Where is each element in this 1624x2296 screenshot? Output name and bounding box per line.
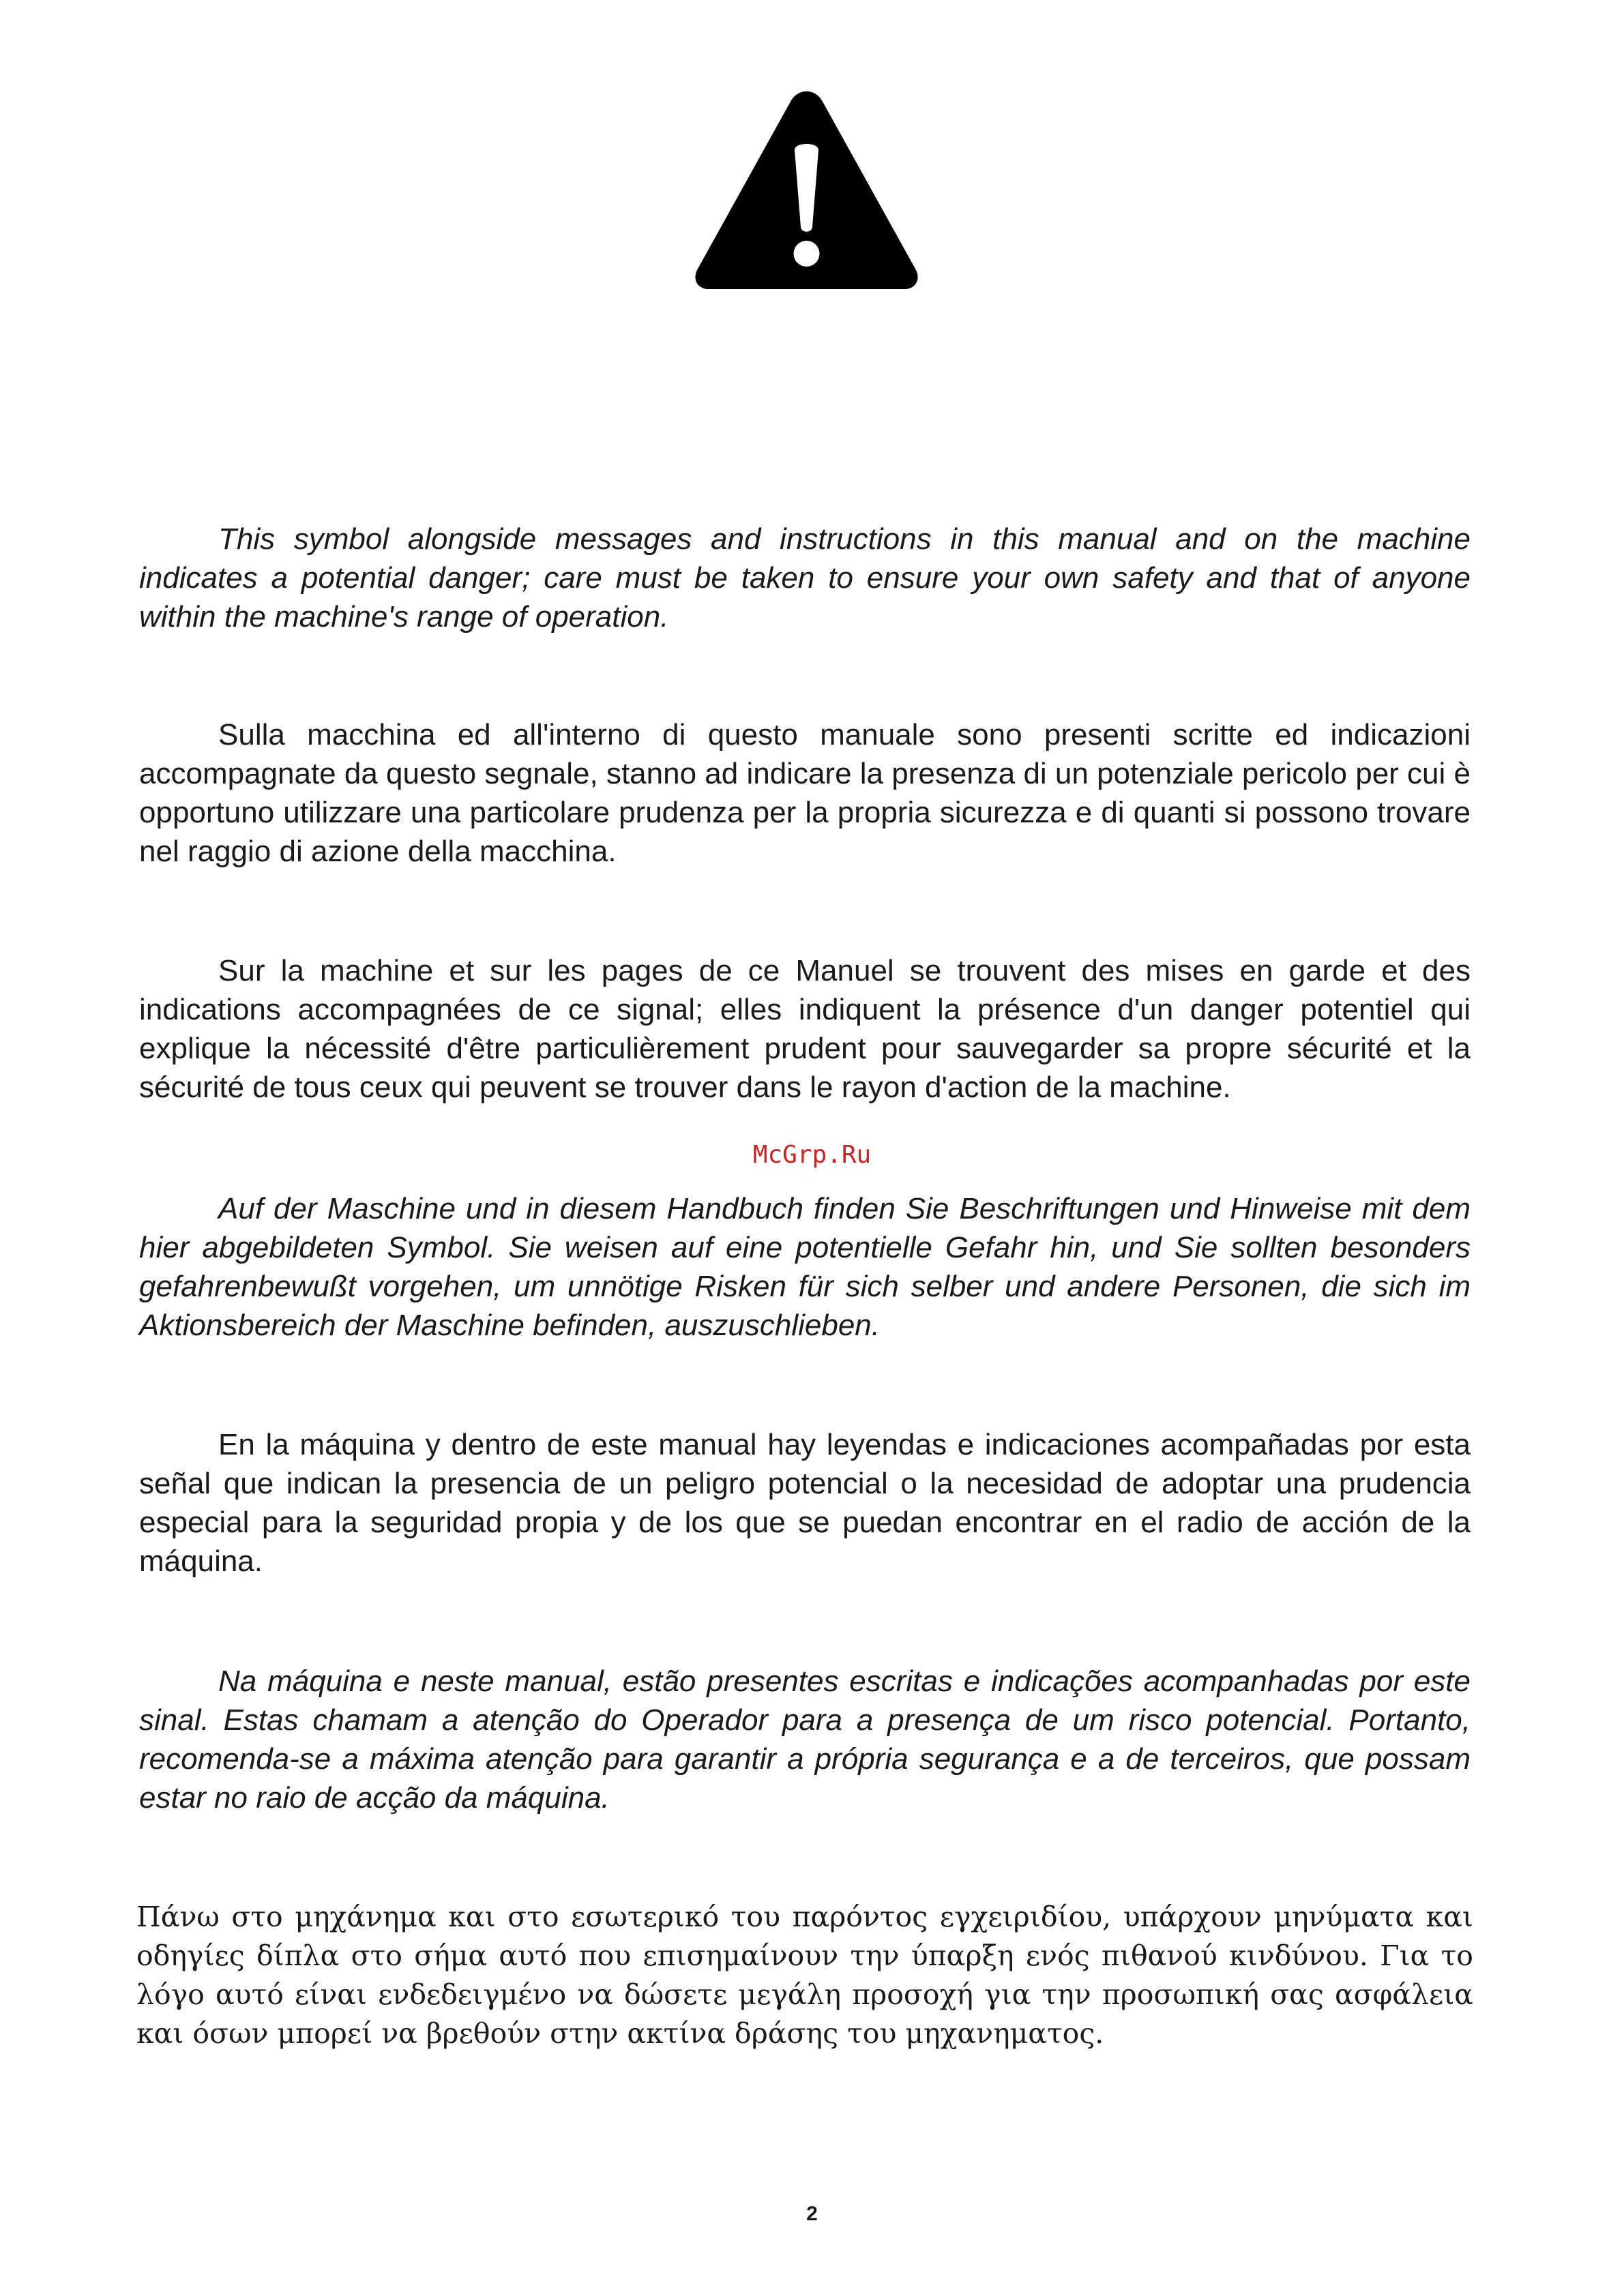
safety-paragraph-greek: Πάνω στο μηχάνημα και στο εσωτερικό του παρόντος εγχειριδίου, υπάρχουν μηνύματα και οδηγίες δίπλα στο σήμα αυτό που επισημαίνουν την ύπαρξη ενός πιθανού κινδύνου. Για το λόγο αυτό είναι ενδεδειγμένο να δώσετε μεγάλη προσοχή για την προσωπική σας ασφάλεια και όσων μπορεί να βρεθούν στην ακτίνα δράσης του μηχανηματος. bbox=[136, 1900, 1473, 2050]
page-number: 2 bbox=[806, 2203, 818, 2225]
warning-triangle-exclamation-icon bbox=[692, 87, 921, 292]
safety-paragraph-italian: Sulla macchina ed all'interno di questo manuale sono presenti scritte ed indicazioni accompagnate da questo segnale, stanno ad indicare la presenza di un potenziale pericolo per cui è opportuno utilizzare una particolare prudenza per la propria sicurezza e di quanti si possono trovare nel raggio di azione della macchina. bbox=[139, 718, 1471, 868]
safety-paragraph-german: Auf der Maschine und in diesem Handbuch finden Sie Beschriftungen und Hinweise mit dem hier abgebildeten Symbol. Sie weisen auf eine potentielle Gefahr hin, und Sie sollten besonders gefahrenbewußt vorgehen, um unnötige Risken für sich selber und andere Personen, die sich im Aktionsbereich der Maschine befinden, auszuschlieben. bbox=[139, 1192, 1471, 1342]
safety-paragraph-portuguese: Na máquina e neste manual, estão presentes escritas e indicações acompanhadas por este sinal. Estas chamam a atenção do Operador para a presença de um risco potencial. Portanto, recomenda-se a máxima atenção para garantir a própria segurança e a de terceiros, que possam estar no raio de acção da máquina. bbox=[139, 1665, 1471, 1815]
safety-paragraph-english: This symbol alongside messages and instructions in this manual and on the machine indicates a potential danger; care must be taken to ensure your own safety and that of anyone within the machine's range of operation. bbox=[139, 522, 1471, 633]
safety-paragraph-french: Sur la machine et sur les pages de ce Manuel se trouvent des mises en garde et des indications accompagnées de ce signal; elles indiquent la présence d'un danger potentiel qui explique la nécessité d'être particulièrement prudent pour sauvegarder sa propre sécurité et la sécurité de tous ceux qui peuvent se trouver dans le rayon d'action de la machine. bbox=[139, 954, 1471, 1104]
safety-paragraph-spanish: En la máquina y dentro de este manual hay leyendas e indicaciones acompañadas por esta señal que indican la presencia de un peligro potencial o la necesidad de adoptar una prudencia especial para la seguridad propia y de los que se puedan encontrar en el radio de acción de la máquina. bbox=[139, 1428, 1471, 1578]
watermark: McGrp.Ru bbox=[752, 1141, 872, 1169]
